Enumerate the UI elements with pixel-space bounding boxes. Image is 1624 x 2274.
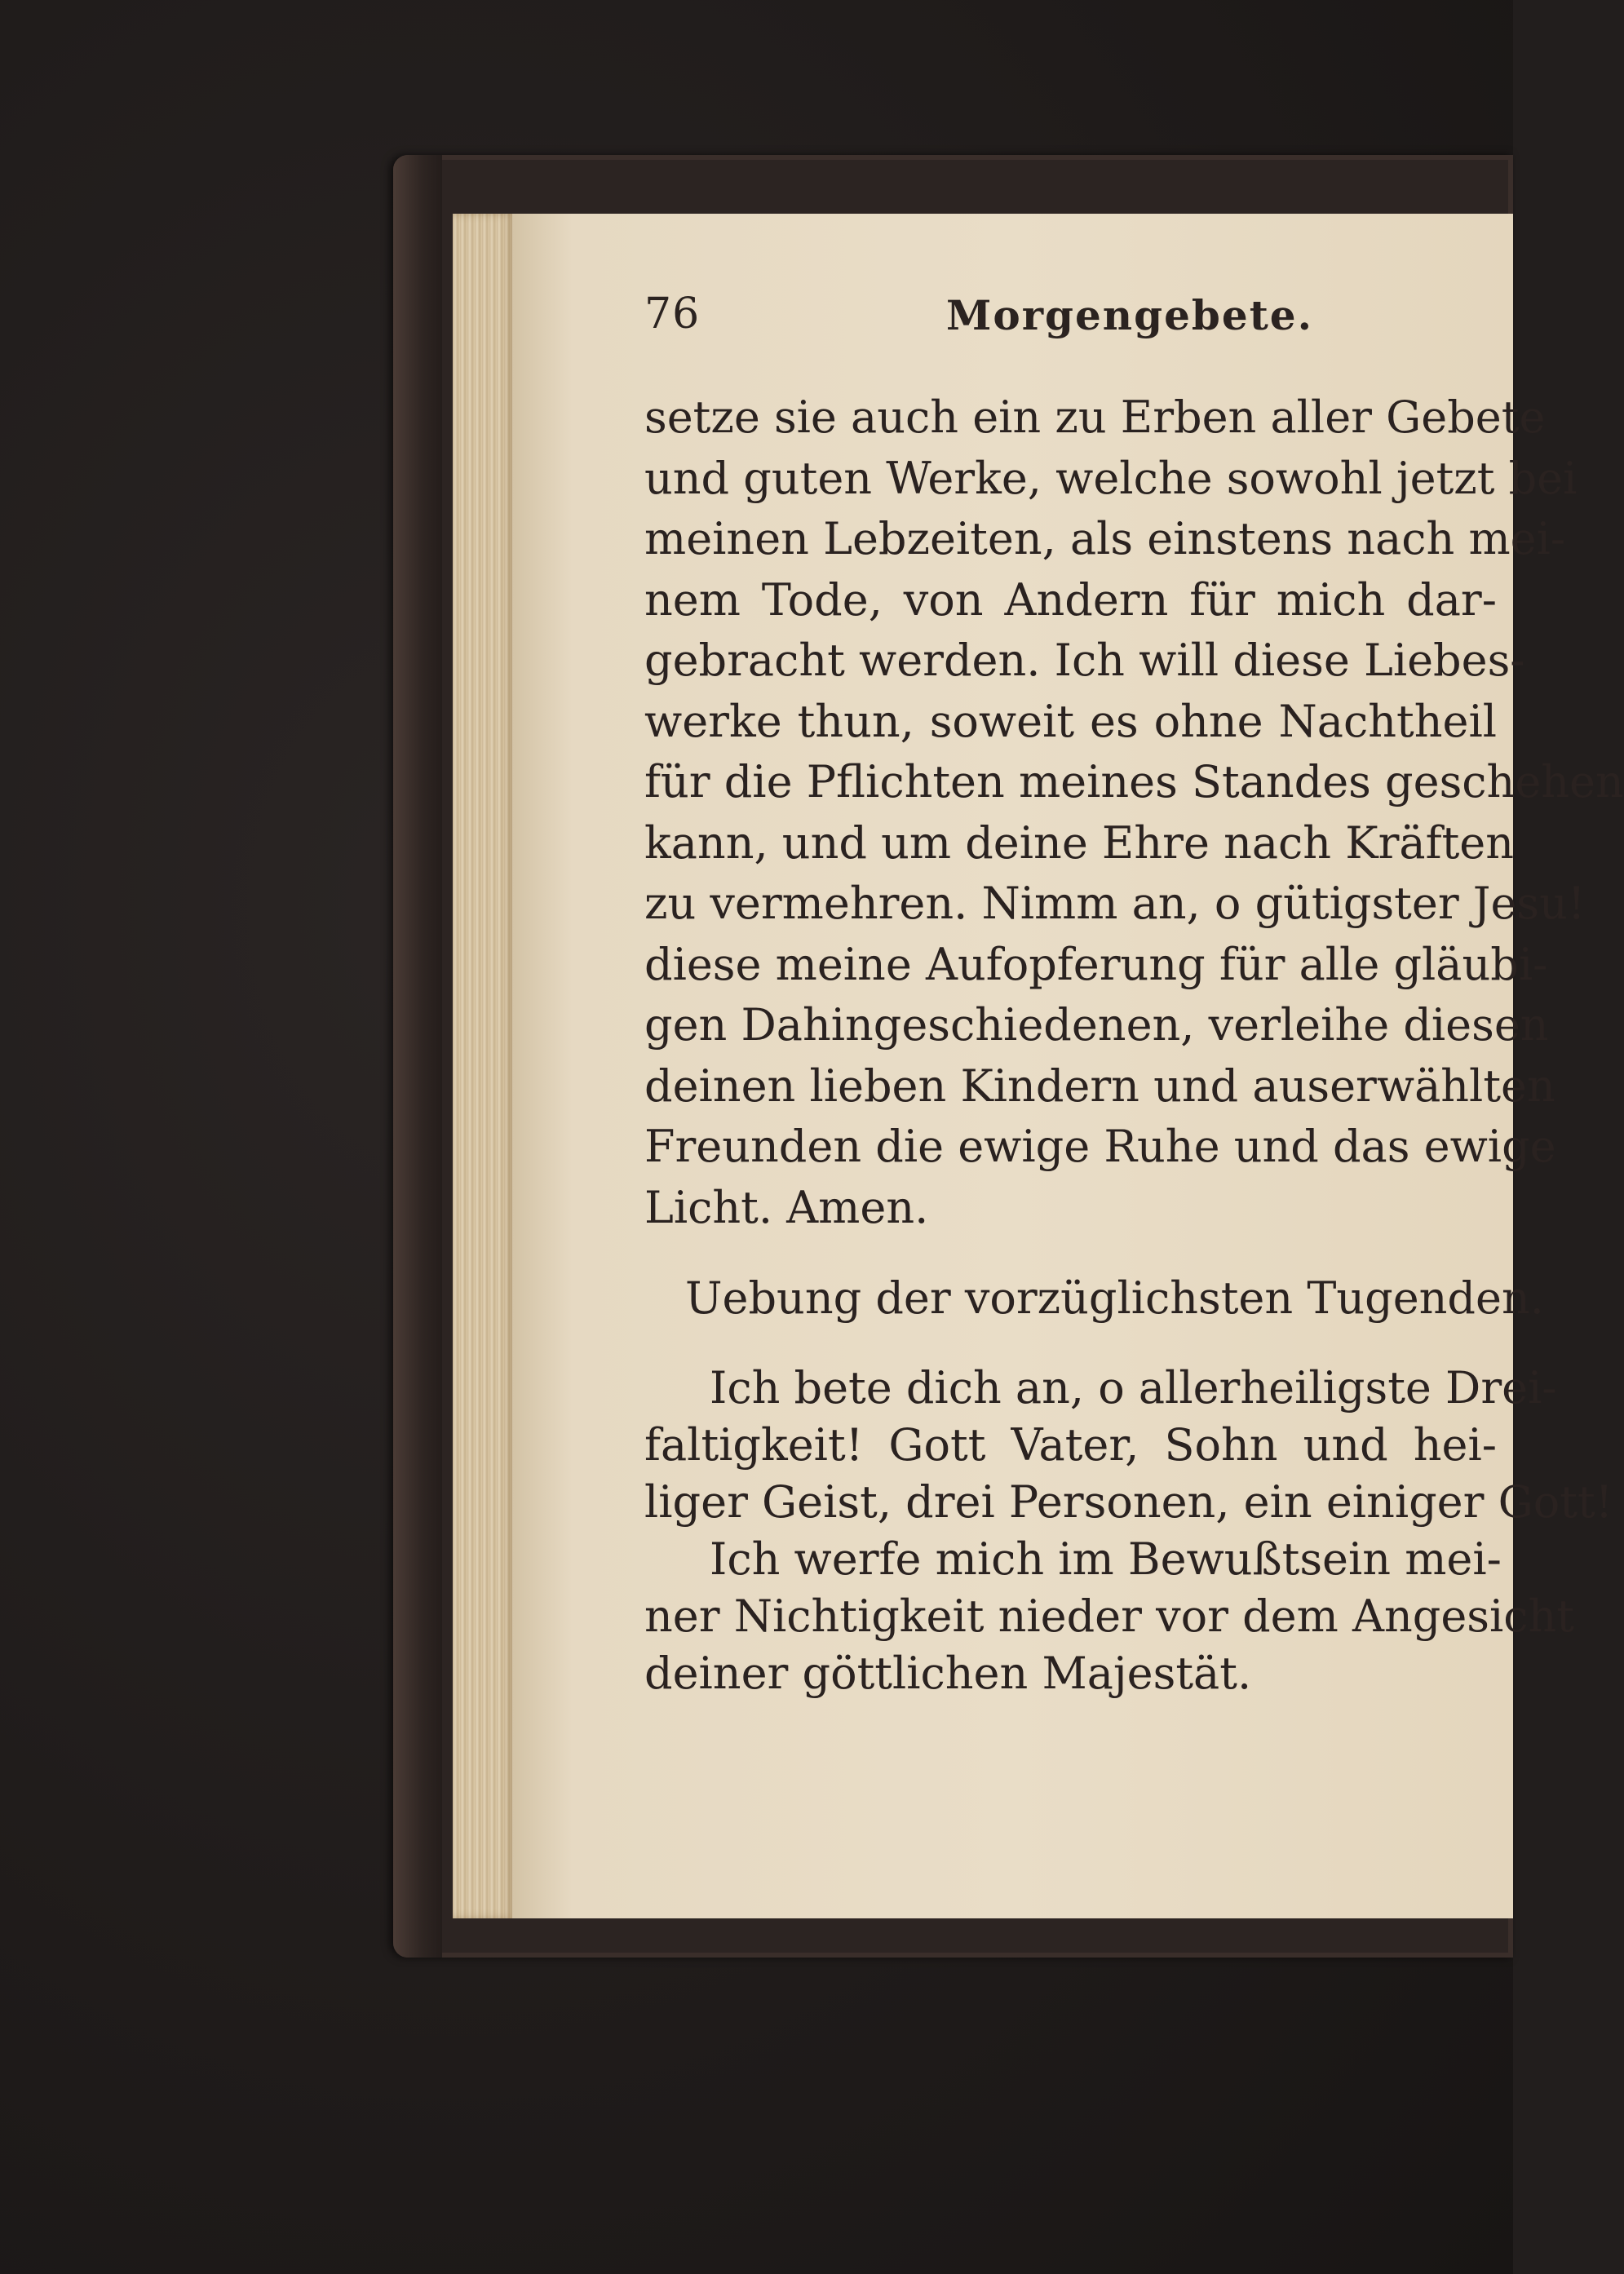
text-line: deiner göttlichen Majestät. xyxy=(644,1648,1252,1699)
section-heading: Uebung der vorzüglichsten Tugenden. xyxy=(685,1272,1544,1324)
text-line: und guten Werke, welche sowohl jetzt bei xyxy=(644,452,1578,504)
text-line: kann, und um deine Ehre nach Kräften xyxy=(644,816,1514,869)
text-line: meinen Lebzeiten, als einstens nach mei- xyxy=(644,513,1566,564)
page-header xyxy=(644,290,1509,363)
text-line: Freunden die ewige Ruhe und das ewige xyxy=(644,1121,1556,1172)
text-line: Licht. Amen. xyxy=(644,1181,929,1233)
page-edges xyxy=(453,214,514,1918)
text-line: faltigkeit! Gott Vater, Sohn und hei- xyxy=(644,1419,1497,1471)
text-line: diese meine Aufopferung für alle gläubi- xyxy=(644,938,1548,990)
text-line: werke thun, soweit es ohne Nachtheil xyxy=(644,695,1497,747)
text-line: zu vermehren. Nimm an, o gütigster Jesu! xyxy=(644,878,1586,929)
text-line: für die Pflichten meines Standes geschehen xyxy=(644,756,1624,807)
text-line: deinen lieben Kindern und auserwählten xyxy=(644,1060,1555,1112)
text-line: liger Geist, drei Personen, ein einiger Gott! xyxy=(644,1476,1613,1528)
paragraph-1 xyxy=(644,387,1624,1238)
running-head: Morgengebete. xyxy=(946,291,1314,339)
page-number: 76 xyxy=(644,290,701,338)
text-line: gen Dahingeschiedenen, verleihe diesen xyxy=(644,999,1549,1051)
text-line: nem Tode, von Andern für mich dar- xyxy=(644,573,1497,626)
text-line: gebracht werden. Ich will diese Liebes- xyxy=(644,635,1525,686)
book-spine-edge xyxy=(393,155,442,1958)
text-line: setze sie auch ein zu Erben aller Gebete xyxy=(644,392,1546,443)
text-line: Ich werfe mich im Bewußtsein mei- xyxy=(710,1533,1502,1585)
paragraph-2 xyxy=(644,1360,1613,1702)
text-line: ner Nichtigkeit nieder vor dem Angesicht xyxy=(644,1590,1575,1642)
text-line: Ich bete dich an, o allerheiligste Drei- xyxy=(710,1362,1557,1414)
